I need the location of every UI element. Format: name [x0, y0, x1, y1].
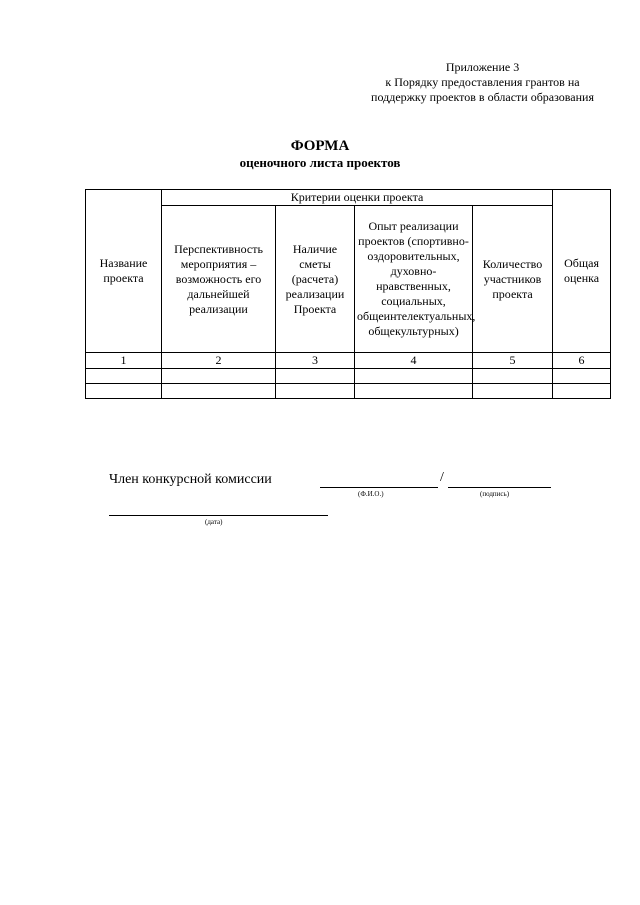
date-caption: (дата) — [205, 518, 223, 526]
table-cell[interactable] — [162, 384, 276, 399]
fio-caption: (Ф.И.О.) — [358, 490, 384, 498]
appendix-line-3: поддержку проектов в области образования — [371, 90, 594, 104]
column-number: 3 — [276, 353, 355, 369]
header-criterion-participants: Количество участников проекта — [473, 206, 553, 353]
column-number: 4 — [355, 353, 473, 369]
appendix-note — [371, 60, 594, 105]
column-number-row — [86, 353, 611, 369]
appendix-line-1: Приложение 3 — [445, 60, 520, 74]
signature-separator: / — [440, 470, 444, 485]
date-line[interactable] — [109, 515, 328, 516]
column-number: 6 — [553, 353, 611, 369]
table-row — [86, 369, 611, 384]
table-cell[interactable] — [355, 369, 473, 384]
header-criterion-budget: Наличие сметы (расчета) реализации Проекта — [276, 206, 355, 353]
signature-caption: (подпись) — [480, 490, 510, 498]
signature-line[interactable] — [448, 487, 551, 488]
table-cell[interactable] — [162, 369, 276, 384]
table-cell[interactable] — [355, 384, 473, 399]
form-title-sub: оценочного листа проектов — [239, 155, 401, 170]
table-cell[interactable] — [473, 369, 553, 384]
header-total-score: Общая оценка — [553, 190, 611, 353]
table-cell[interactable] — [473, 384, 553, 399]
table-cell[interactable] — [276, 384, 355, 399]
fio-line[interactable] — [320, 487, 438, 488]
evaluation-table — [85, 189, 611, 399]
column-number: 2 — [162, 353, 276, 369]
table-cell[interactable] — [86, 384, 162, 399]
form-title-main: ФОРМА — [290, 138, 350, 154]
appendix-line-2: к Порядку предоставления грантов на — [385, 75, 580, 89]
header-project-name: Название проекта — [86, 190, 162, 353]
table-row — [86, 384, 611, 399]
table-cell[interactable] — [553, 384, 611, 399]
commission-member-label: Член конкурсной комиссии — [109, 472, 272, 487]
form-title — [0, 138, 640, 171]
header-criterion-prospects: Перспективность мероприятия – возможность его дальнейшей реализации — [162, 206, 276, 353]
column-number: 5 — [473, 353, 553, 369]
table-cell[interactable] — [553, 369, 611, 384]
header-criteria: Критерии оценки проекта — [162, 190, 553, 206]
table-cell[interactable] — [276, 369, 355, 384]
table-cell[interactable] — [86, 369, 162, 384]
column-number: 1 — [86, 353, 162, 369]
header-criterion-experience: Опыт реализации проектов (спортивно-оздоровительных, духовно-нравственных, социальных, общеинтелектуальных, общекультурных) — [355, 206, 473, 353]
